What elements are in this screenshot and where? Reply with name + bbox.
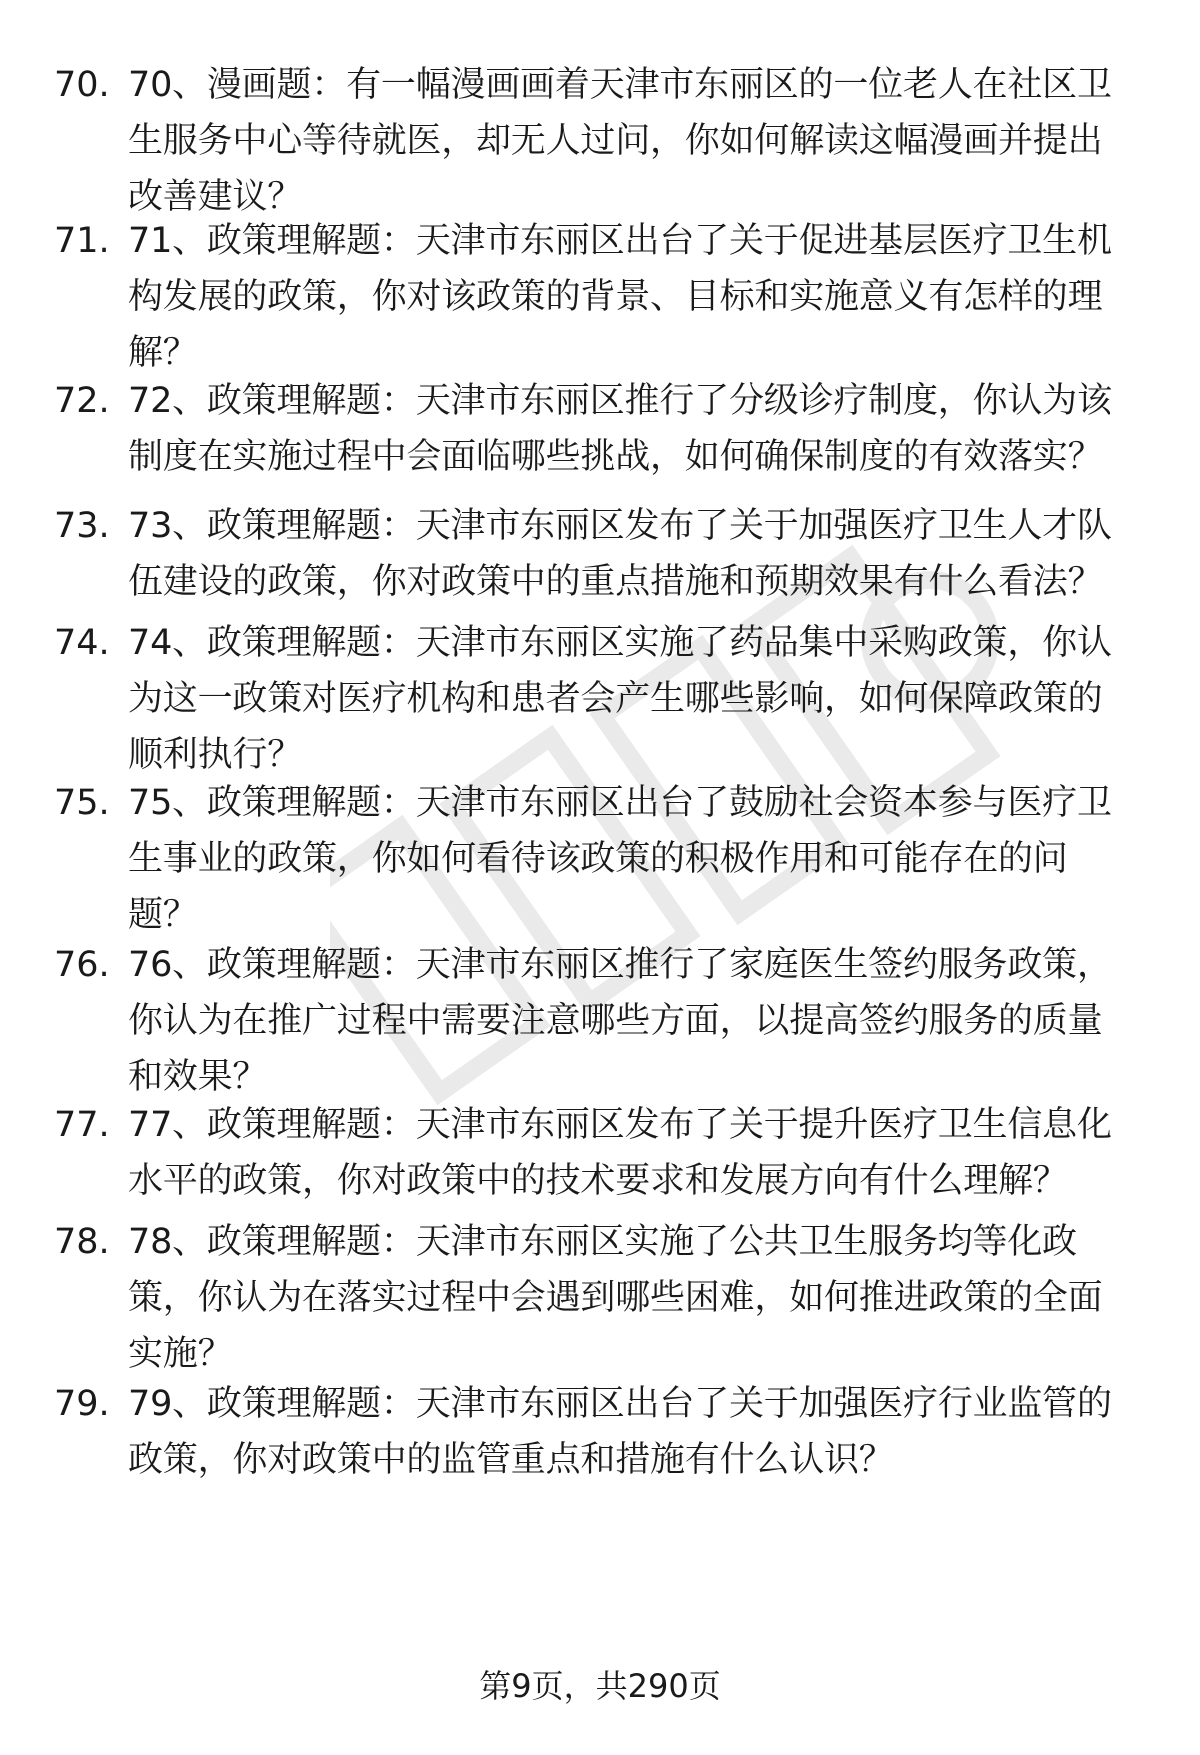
question-line: 72、政策理解题：天津市东丽区推行了分级诊疗制度，你认为该	[128, 381, 1112, 421]
question-number: 75.	[54, 783, 110, 823]
question-text	[128, 373, 1148, 485]
question-text	[128, 498, 1148, 610]
question-line: 77、政策理解题：天津市东丽区发布了关于提升医疗卫生信息化	[128, 1105, 1112, 1145]
question-number: 78.	[54, 1222, 110, 1262]
question-line: 70、漫画题：有一幅漫画画着天津市东丽区的一位老人在社区卫	[128, 65, 1112, 105]
question-text	[128, 1376, 1148, 1488]
question-line: 76、政策理解题：天津市东丽区推行了家庭医生签约服务政策，	[128, 945, 1112, 985]
question-number: 73.	[54, 506, 110, 546]
question-line: 顺利执行？	[128, 735, 303, 775]
question-line: 生服务中心等待就医，却无人过问，你如何解读这幅漫画并提出	[128, 121, 1103, 161]
question-line: 实施？	[128, 1334, 233, 1374]
question-number: 77.	[54, 1105, 110, 1145]
question-line: 解？	[128, 333, 198, 373]
question-line: 题？	[128, 895, 198, 935]
question-number: 71.	[54, 221, 110, 261]
question-text	[128, 1214, 1148, 1382]
question-line: 政策，你对政策中的监管重点和措施有什么认识？	[128, 1440, 894, 1480]
question-number: 72.	[54, 381, 110, 421]
question-line: 改善建议？	[128, 177, 303, 217]
question-line: 伍建设的政策，你对政策中的重点措施和预期效果有什么看法？	[128, 562, 1103, 602]
question-text	[128, 213, 1148, 381]
question-line: 构发展的政策，你对该政策的背景、目标和实施意义有怎样的理	[128, 277, 1103, 317]
question-number: 74.	[54, 623, 110, 663]
question-line: 为这一政策对医疗机构和患者会产生哪些影响，如何保障政策的	[128, 679, 1103, 719]
question-line: 71、政策理解题：天津市东丽区出台了关于促进基层医疗卫生机	[128, 221, 1112, 261]
question-line: 水平的政策，你对政策中的技术要求和发展方向有什么理解？	[128, 1161, 1068, 1201]
question-line: 78、政策理解题：天津市东丽区实施了公共卫生服务均等化政	[128, 1222, 1077, 1262]
question-line: 73、政策理解题：天津市东丽区发布了关于加强医疗卫生人才队	[128, 506, 1112, 546]
question-line: 75、政策理解题：天津市东丽区出台了鼓励社会资本参与医疗卫	[128, 783, 1112, 823]
question-line: 策，你认为在落实过程中会遇到哪些困难，如何推进政策的全面	[128, 1278, 1103, 1318]
question-line: 74、政策理解题：天津市东丽区实施了药品集中采购政策，你认	[128, 623, 1112, 663]
page-footer: 第9页，共290页	[479, 1667, 721, 1705]
question-line: 生事业的政策，你如何看待该政策的积极作用和可能存在的问	[128, 839, 1068, 879]
question-text	[128, 937, 1148, 1105]
question-line: 你认为在推广过程中需要注意哪些方面，以提高签约服务的质量	[128, 1001, 1103, 1041]
question-number: 76.	[54, 945, 110, 985]
question-line: 79、政策理解题：天津市东丽区出台了关于加强医疗行业监管的	[128, 1384, 1112, 1424]
question-text	[128, 1097, 1148, 1209]
question-number: 70.	[54, 65, 110, 105]
question-text	[128, 615, 1148, 783]
question-text	[128, 57, 1148, 225]
question-line: 和效果？	[128, 1057, 268, 1097]
question-number: 79.	[54, 1384, 110, 1424]
question-text	[128, 775, 1148, 943]
question-line: 制度在实施过程中会面临哪些挑战，如何确保制度的有效落实？	[128, 437, 1103, 477]
